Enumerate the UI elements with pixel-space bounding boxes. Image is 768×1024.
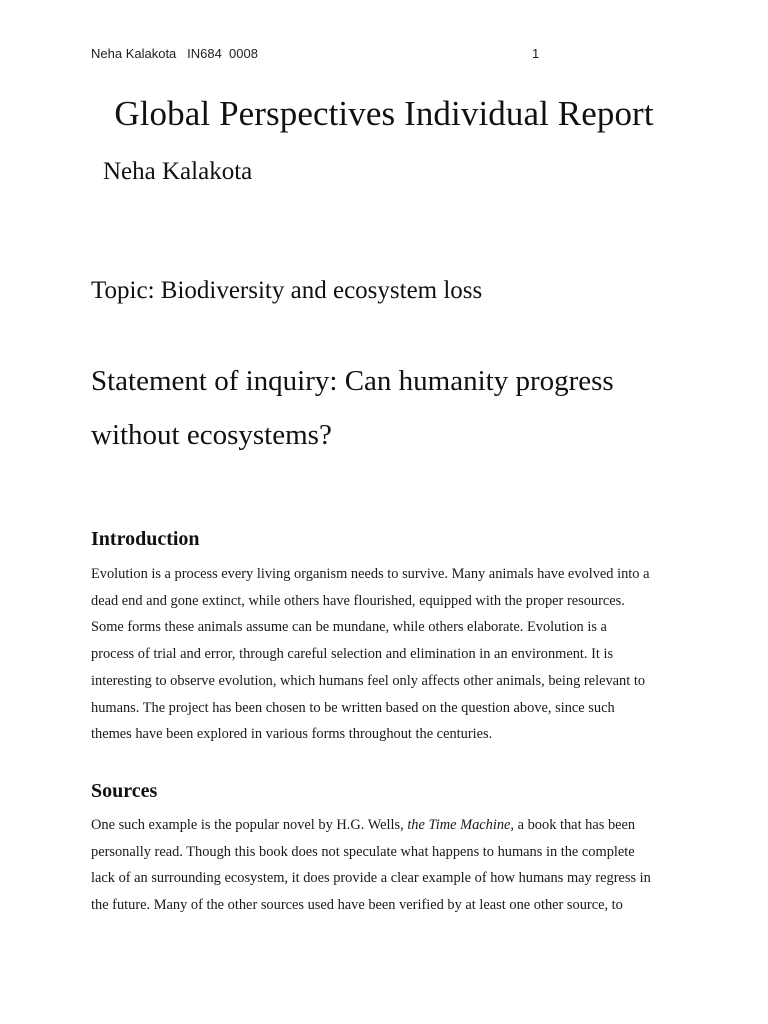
sources-text-before-title: One such example is the popular novel by H.G. Wells, <box>91 817 408 833</box>
paragraph-line: dead end and gone extinct, while others have flourished, equipped with the proper resources. <box>91 592 625 609</box>
paragraph-line <box>91 812 691 839</box>
paragraph-line: themes have been explored in various forms throughout the centuries. <box>91 726 493 743</box>
introduction-heading: Introduction <box>91 528 200 550</box>
paragraph-line: personally read. Though this book does not speculate what happens to humans in the complete <box>91 843 635 860</box>
topic-line: Topic: Biodiversity and ecosystem loss <box>91 277 483 304</box>
document-title: Global Perspectives Individual Report <box>114 94 654 133</box>
header-author-course: Neha Kalakota IN684 0008 <box>91 46 258 61</box>
paragraph-line: Some forms these animals assume can be mundane, while others elaborate. Evolution is a <box>91 619 607 636</box>
paragraph-line: lack of an surrounding ecosystem, it does provide a clear example of how humans may regress in <box>91 870 651 887</box>
book-title: the Time Machine, <box>407 817 515 833</box>
inquiry-line: Statement of inquiry: Can humanity progress <box>91 365 614 397</box>
running-header <box>91 46 677 64</box>
statement-of-inquiry <box>91 354 691 462</box>
introduction-paragraph <box>91 561 691 748</box>
sources-text-after-title: a book that has been <box>514 817 636 833</box>
header-page-number: 1 <box>532 46 540 61</box>
paragraph-line: process of trial and error, through careful selection and elimination in an environment. It is <box>91 646 614 663</box>
author-name: Neha Kalakota <box>103 158 253 185</box>
inquiry-line: without ecosystems? <box>91 419 332 451</box>
paragraph-line: humans. The project has been chosen to be written based on the question above, since such <box>91 699 615 716</box>
paragraph-line: Evolution is a process every living organism needs to survive. Many animals have evolved into a <box>91 566 650 582</box>
paragraph-line: interesting to observe evolution, which humans feel only affects other animals, being relevant to <box>91 672 646 689</box>
sources-paragraph <box>91 812 691 919</box>
paragraph-line: the future. Many of the other sources used have been verified by at least one other source, to <box>91 897 623 914</box>
sources-heading: Sources <box>91 780 158 802</box>
